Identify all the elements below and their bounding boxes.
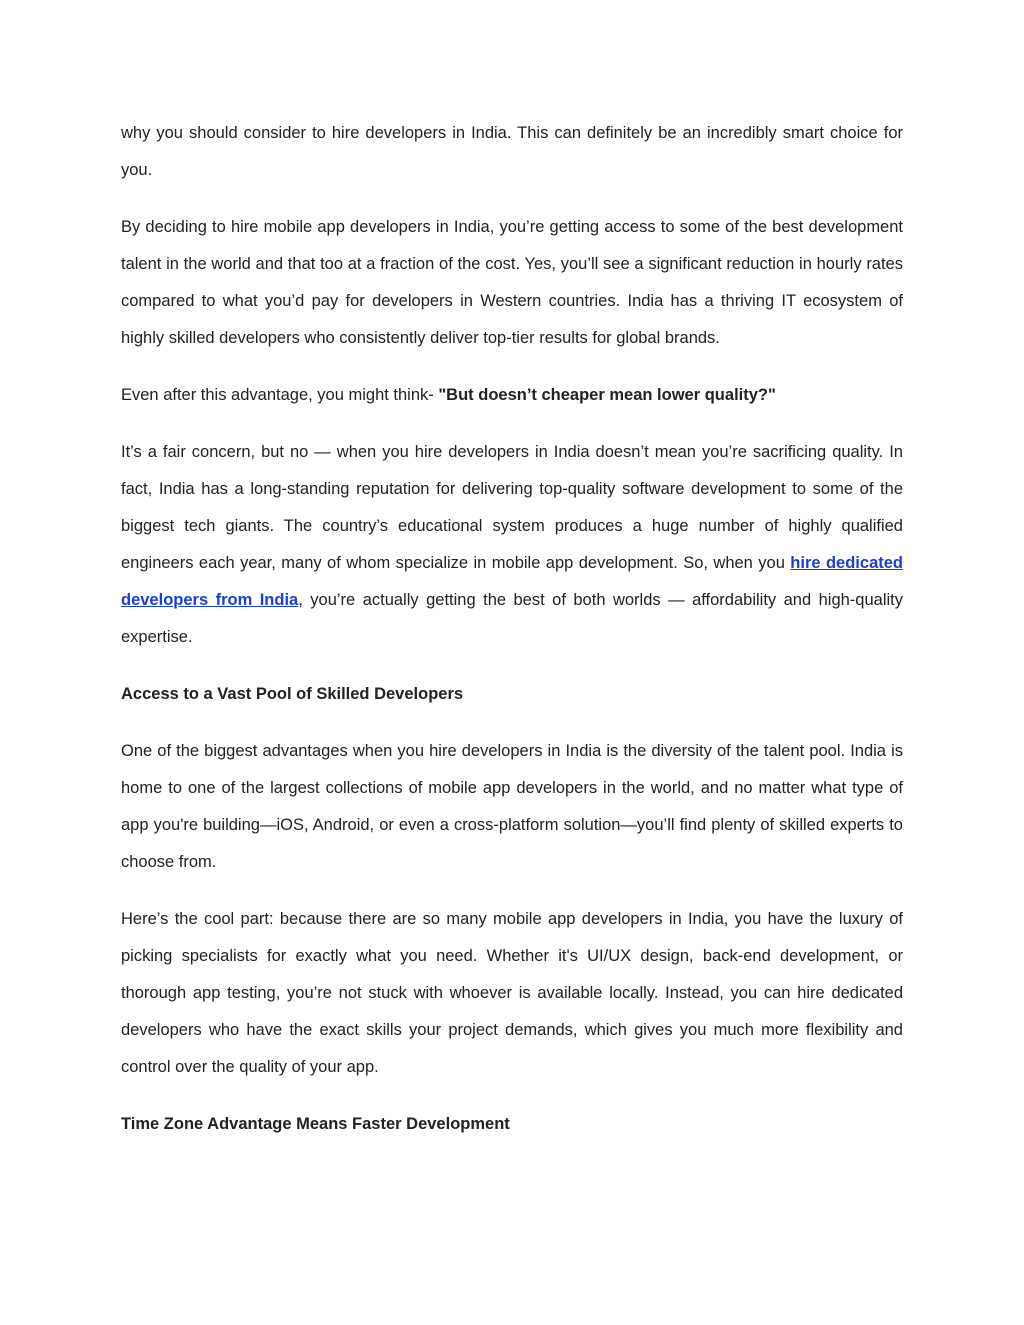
paragraph-quality-answer	[121, 434, 903, 656]
paragraph-cost-advantage: By deciding to hire mobile app developers in India, you’re getting access to some of the best development talent in the world and that too at a fraction of the cost. Yes, you’ll see a significant reduction in hourly rates compared to what you’d pay for developers in Western countries. India has a thriving IT ecosystem of highly skilled developers who consistently deliver top-tier results for global brands.	[121, 218, 903, 347]
paragraph-talent-pool: One of the biggest advantages when you hire developers in India is the diversity of the talent pool. India is home to one of the largest collections of mobile app developers in the world, and no matter what type of app you're building—iOS, Android, or even a cross-platform solution—you’ll find plenty of skilled experts to choose from.	[121, 742, 903, 871]
quality-question-quote: "But doesn’t cheaper mean lower quality?"	[438, 386, 776, 404]
heading-skilled-developers: Access to a Vast Pool of Skilled Developers	[121, 685, 464, 703]
heading-time-zone: Time Zone Advantage Means Faster Development	[121, 1115, 510, 1133]
document-page	[121, 115, 903, 1163]
paragraph-intro: why you should consider to hire developers in India. This can definitely be an incredibly smart choice for you.	[121, 124, 903, 179]
quality-answer-text-after: , you’re actually getting the best of both worlds — affordability and high-quality expertise.	[121, 591, 903, 646]
quality-answer-text-before: It’s a fair concern, but no — when you hire developers in India doesn’t mean you’re sacrificing quality. In fact, India has a long-standing reputation for delivering top-quality software development to some of the biggest tech giants. The country’s educational system produces a huge number of highly qualified engineers each year, many of whom specialize in mobile app development. So, when you	[121, 443, 903, 572]
paragraph-specialists: Here’s the cool part: because there are so many mobile app developers in India, you have the luxury of picking specialists for exactly what you need. Whether it's UI/UX design, back-end development, or thorough app testing, you’re not stuck with whoever is available locally. Instead, you can hire dedicated developers who have the exact skills your project demands, which gives you much more flexibility and control over the quality of your app.	[121, 910, 903, 1076]
quality-question-prefix: Even after this advantage, you might think-	[121, 386, 439, 404]
paragraph-quality-question	[121, 377, 903, 414]
hire-dedicated-developers-link[interactable]: hire dedicated developers from India	[121, 554, 903, 609]
